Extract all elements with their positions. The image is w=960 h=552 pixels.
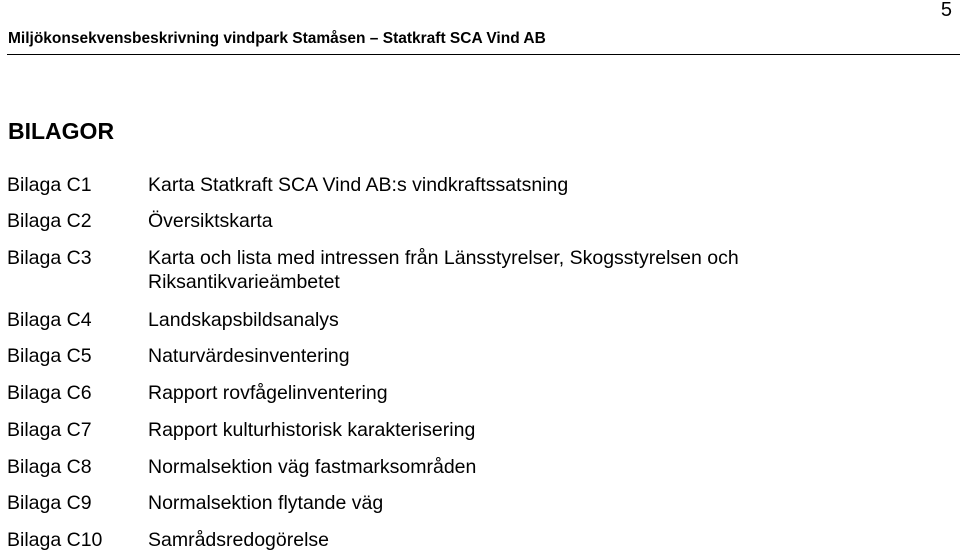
- appendix-label: Bilaga C10: [7, 529, 103, 551]
- appendix-description-line: Landskapsbildsanalys: [148, 309, 339, 331]
- header-divider: [7, 54, 960, 55]
- appendix-description: [148, 308, 948, 332]
- appendix-label: Bilaga C4: [7, 309, 92, 331]
- appendix-description: [148, 418, 948, 442]
- appendix-label: Bilaga C7: [7, 419, 92, 441]
- appendix-description-line: Naturvärdesinventering: [148, 345, 350, 367]
- appendix-description-line: Normalsektion väg fastmarksområden: [148, 456, 477, 478]
- appendix-description-line: Rapport kulturhistorisk karakterisering: [148, 419, 476, 441]
- appendix-description-line: Karta Statkraft SCA Vind AB:s vindkraftssatsning: [148, 174, 569, 196]
- appendix-description-line: Normalsektion flytande väg: [148, 492, 384, 514]
- appendix-description: [148, 209, 948, 233]
- appendix-description: [148, 344, 948, 368]
- appendix-label: Bilaga C5: [7, 345, 92, 367]
- appendix-description: [148, 455, 948, 479]
- appendix-description-line: Samrådsredogörelse: [148, 529, 330, 551]
- appendix-label: Bilaga C9: [7, 492, 92, 514]
- appendix-description-line: Rapport rovfågelinventering: [148, 382, 388, 404]
- appendix-description: [148, 246, 948, 294]
- appendix-description: [148, 491, 948, 515]
- appendix-description: [148, 381, 948, 405]
- appendix-label: Bilaga C2: [7, 210, 92, 232]
- appendix-description-line: Riksantikvarieämbetet: [148, 271, 340, 293]
- document-header: Miljökonsekvensbeskrivning vindpark Stamåsen – Statkraft SCA Vind AB: [8, 30, 546, 47]
- page-number: 5: [940, 0, 952, 21]
- appendix-label: Bilaga C1: [7, 174, 92, 196]
- appendix-label: Bilaga C3: [7, 247, 92, 269]
- section-heading: BILAGOR: [8, 118, 115, 144]
- appendix-description-line: Översiktskarta: [148, 210, 273, 232]
- appendix-description-line: Karta och lista med intressen från Länsstyrelser, Skogsstyrelsen och: [148, 247, 739, 269]
- appendix-label: Bilaga C8: [7, 456, 92, 478]
- appendix-description: [148, 173, 948, 197]
- appendix-description: [148, 528, 948, 552]
- appendix-label: Bilaga C6: [7, 382, 92, 404]
